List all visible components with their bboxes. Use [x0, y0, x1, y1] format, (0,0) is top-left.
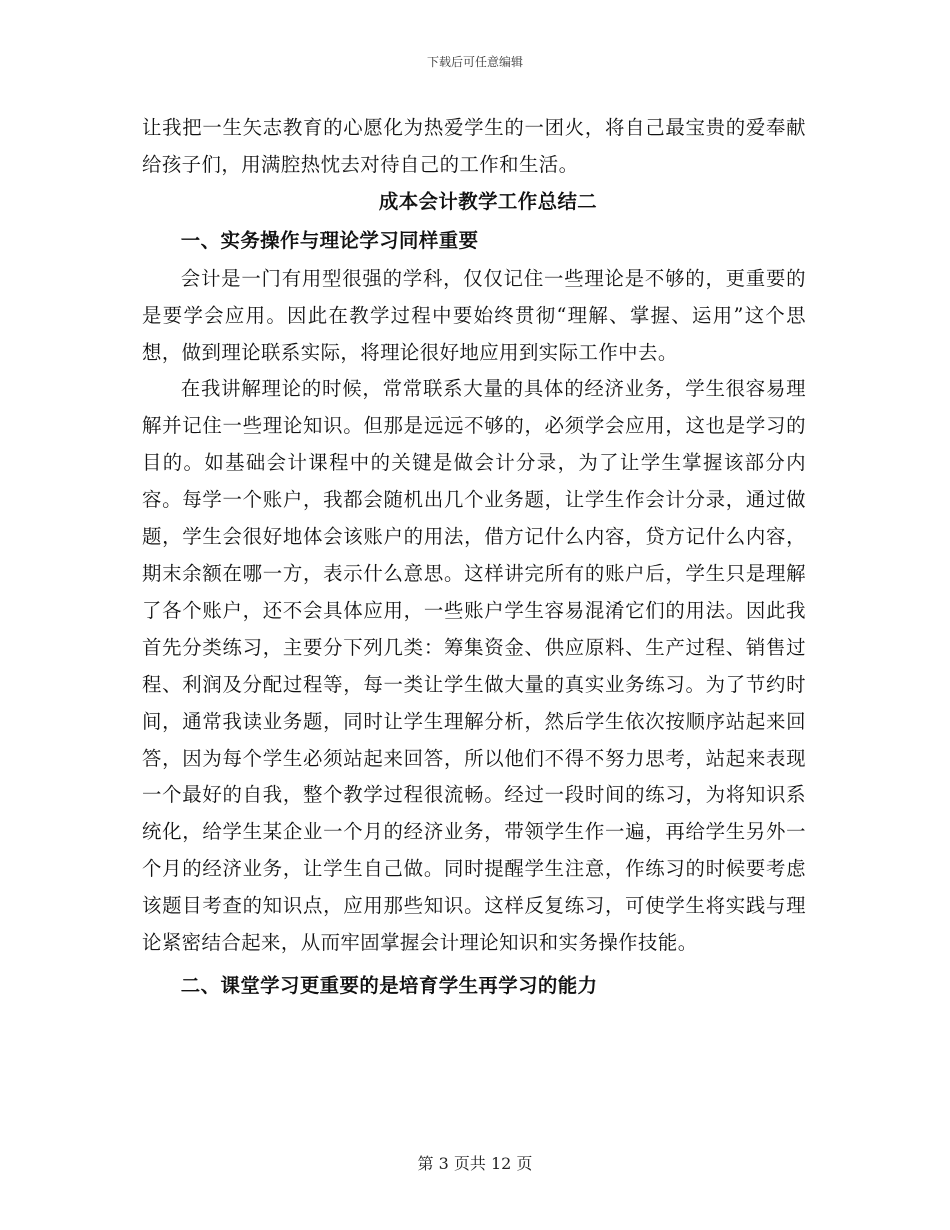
heading-two: 二、课堂学习更重要的是培育学生再学习的能力	[180, 973, 598, 997]
intro-paragraph: 让我把一生矢志教育的心愿化为热爱学生的一团火，将自己最宝贵的爱奉献给孩子们，用满腔热忱去对待自己的工作和生活。	[142, 116, 806, 176]
document-body	[142, 110, 806, 1005]
paragraph-one: 会计是一门有用型很强的学科，仅仅记住一些理论是不够的，更重要的是要学会应用。因此在教学过程中要始终贯彻“理解、掌握、运用”这个思想，做到理论联系实际，将理论很好地应用到实际工作中去。	[142, 266, 806, 364]
paragraph-two: 在我讲解理论的时候，常常联系大量的具体的经济业务，学生很容易理解并记住一些理论知识。但那是远远不够的，必须学会应用，这也是学习的目的。如基础会计课程中的关键是做会计分录，为了让学生掌握该部分内容。每学一个账户，我都会随机出几个业务题，让学生作会计分录，通过做题，学生会很好地体会该账户的用法，借方记什么内容，贷方记什么内容，期末余额在哪一方，表示什么意思。这样讲完所有的账户后，学生只是理解了各个账户，还不会具体应用，一些账户学生容易混淆它们的用法。因此我首先分类练习，主要分下列几类：筹集资金、供应原料、生产过程、销售过程、利润及分配过程等，每一类让学生做大量的真实业务练习。为了节约时间，通常我读业务题，同时让学生理解分析，然后学生依次按顺序站起来回答，因为每个学生必须站起来回答，所以他们不得不努力思考，站起来表现一个最好的自我，整个教学过程很流畅。经过一段时间的练习，为将知识系统化，给学生某企业一个月的经济业务，带领学生作一遍，再给学生另外一个月的经济业务，让学生自己做。同时提醒学生注意，作练习的时候要考虑该题目考查的知识点，应用那些知识。这样反复练习，可使学生将实践与理论紧密结合起来，从而牢固掌握会计理论知识和实务操作技能。	[142, 377, 806, 955]
heading-one: 一、实务操作与理论学习同样重要	[180, 228, 479, 252]
page-footer: 第 3 页共 12 页	[417, 1154, 533, 1173]
section-title: 成本会计教学工作总结二	[378, 189, 598, 213]
page-header: 下载后可任意编辑	[426, 55, 523, 69]
